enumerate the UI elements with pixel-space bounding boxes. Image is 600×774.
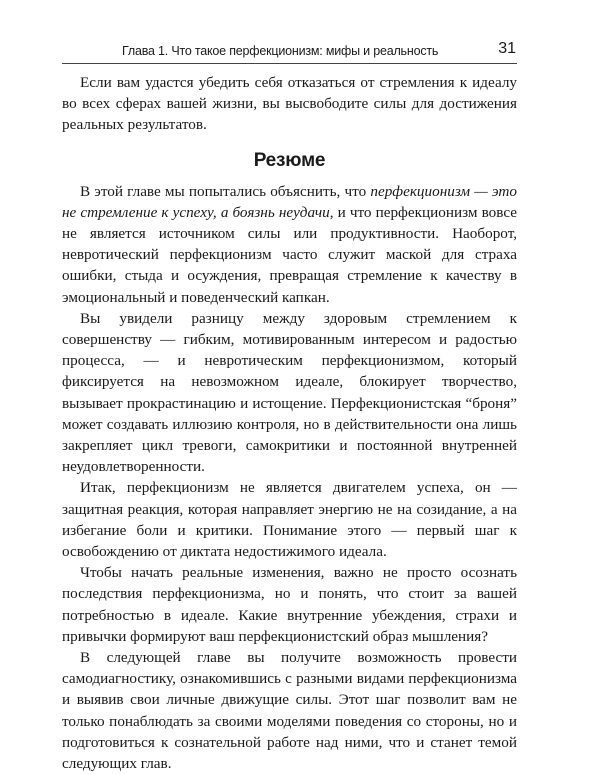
summary-paragraph-5: В следующей главе вы получите возможность провести самодиагностику, ознакомившись с разными видами перфекционизма и выявив свои личные движущие силы. Этот шаг позволит вам не только понаблюдать за своими моделями поведения со стороны, но и подготовиться к сознательной работе над ними, что и станет темой следующих глав. bbox=[62, 649, 517, 773]
summary-paragraph-4: Чтобы начать реальные изменения, важно не просто осознать последствия перфекционизма, но и понять, что стоит за вашей потребностью в идеале. Какие внутренние убеждения, страхи и привычки формируют ваш перфекционистский образ мышления? bbox=[62, 564, 517, 645]
summary-paragraph-2: Вы увидели разницу между здоровым стремлением к совершенству — гибким, мотивированным интересом и радостью процесса, — и невротическим перфекционизмом, который фиксируется на невозможном идеале, блокирует творчество, вызывает прокрастинацию и истощение. Перфекционистская “броня” может создавать иллюзию контроля, но в действительности она лишь закрепляет цикл тревоги, самокритики и постоянной внутренней неудовлетворенности. bbox=[62, 309, 517, 476]
summary-paragraph-1 bbox=[62, 181, 517, 308]
summary-paragraph-1-emphasis: перфекционизм — это не стремление к успеху, а боязнь неудачи bbox=[62, 182, 517, 221]
running-header-title: Глава 1. Что такое перфекционизм: мифы и реальность bbox=[122, 44, 439, 58]
summary-paragraph-1-tail: , и что перфекционизм вовсе не является источником силы или продуктивности. Наоборот, невротический перфекционизм часто служит маской для страха ошибки, стыда и осуждения, превращая стремление к качеству в эмоциональный и поведенческий капкан. bbox=[62, 203, 517, 306]
section-heading: Резюме bbox=[253, 149, 326, 171]
summary-paragraph-1-lead: В этой главе мы попытались объяснить, что bbox=[80, 182, 371, 200]
intro-paragraph: Если вам удастся убедить себя отказаться от стремления к идеалу во всех сферах вашей жизни, вы высвободите силы для достижения реальных результатов. bbox=[62, 74, 517, 134]
page-body bbox=[62, 72, 517, 774]
page-number: 31 bbox=[498, 40, 516, 57]
summary-paragraph-3: Итак, перфекционизм не является двигателем успеха, он — защитная реакция, которая направляет энергию не на созидание, а на избегание боли и критики. Понимание этого — первый шаг к освобождению от диктата недостижимого идеала. bbox=[62, 479, 517, 561]
header-divider bbox=[62, 63, 517, 64]
